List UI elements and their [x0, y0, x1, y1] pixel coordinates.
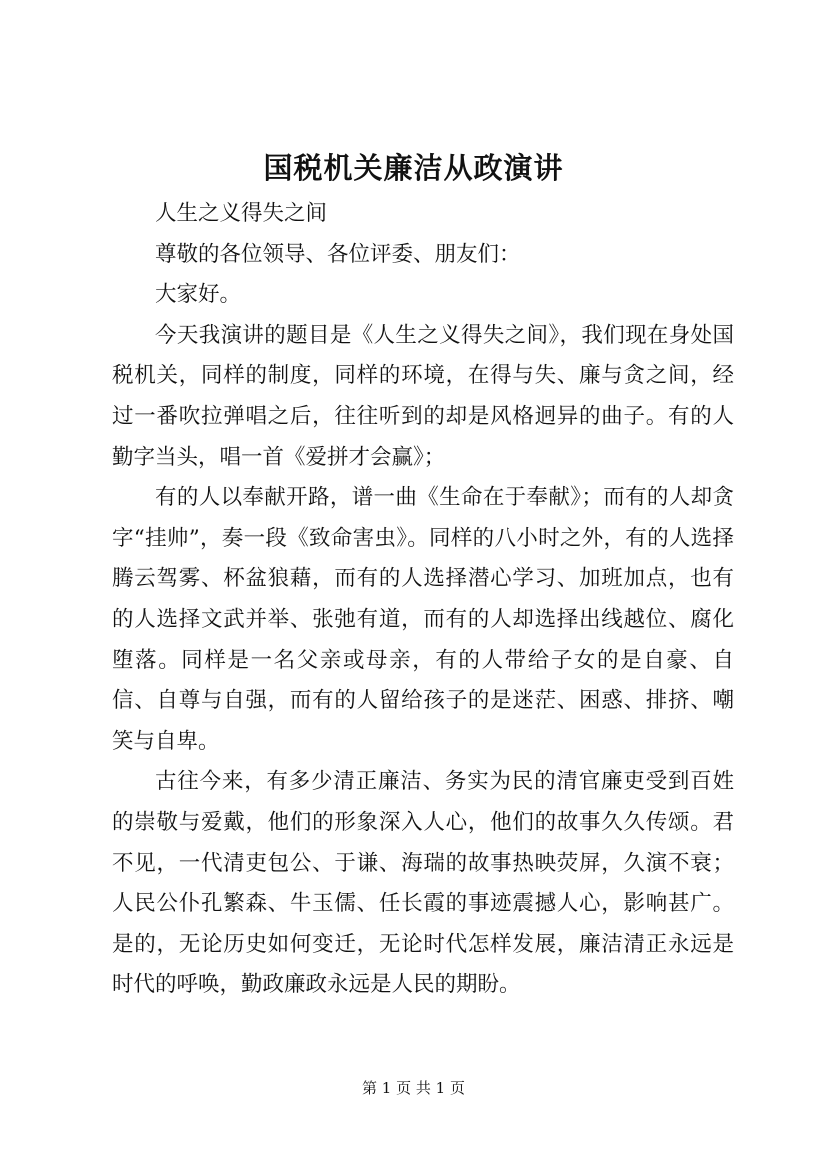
paragraph-greeting: 大家好。 — [155, 282, 242, 308]
paragraph-body: 今天我演讲的题目是《人生之义得失之间》，我们现在身处国税机关，同样的制度，同样的环境，在得与失、廉与贪之间，经过一番吹拉弹唱之后，往往听到的却是风格迥异的曲子。有的人勤字当头，唱一首《爱拼才会赢》； — [112, 322, 734, 470]
paragraph-body: 有的人以奉献开路，谱一曲《生命在于奉献》；而有的人却贪字“挂帅”，奏一段《致命害虫》。同样的八小时之外，有的人选择腾云驾雾、杯盆狼藉，而有的人选择潜心学习、加班加点，也有的人选择文武并举、张弛有道，而有的人却选择出线越位、腐化堕落。同样是一名父亲或母亲，有的人带给子女的是自豪、自信、自尊与自强，而有的人留给孩子的是迷茫、困惑、排挤、嘲笑与自卑。 — [112, 485, 734, 754]
paragraph-salutation: 尊敬的各位领导、各位评委、朋友们： — [155, 241, 521, 267]
document-body — [112, 194, 734, 1006]
paragraph-body: 古往今来，有多少清正廉洁、务实为民的清官廉吏受到百姓的崇敬与爱戴，他们的形象深入人心，他们的故事久久传颂。君不见，一代清吏包公、于谦、海瑞的故事热映荧屏，久演不衰；人民公仆孔繁森、牛玉儒、任长霞的事迹震撼人心，影响甚广。是的，无论历史如何变迁，无论时代怎样发展，廉洁清正永远是时代的呼唤，勤政廉政永远是人民的期盼。 — [112, 769, 734, 998]
document-title: 国税机关廉洁从政演讲 — [263, 151, 564, 185]
paragraph-subtitle: 人生之义得失之间 — [155, 201, 328, 226]
page-footer: 第 1 页 共 1 页 — [362, 1079, 465, 1097]
